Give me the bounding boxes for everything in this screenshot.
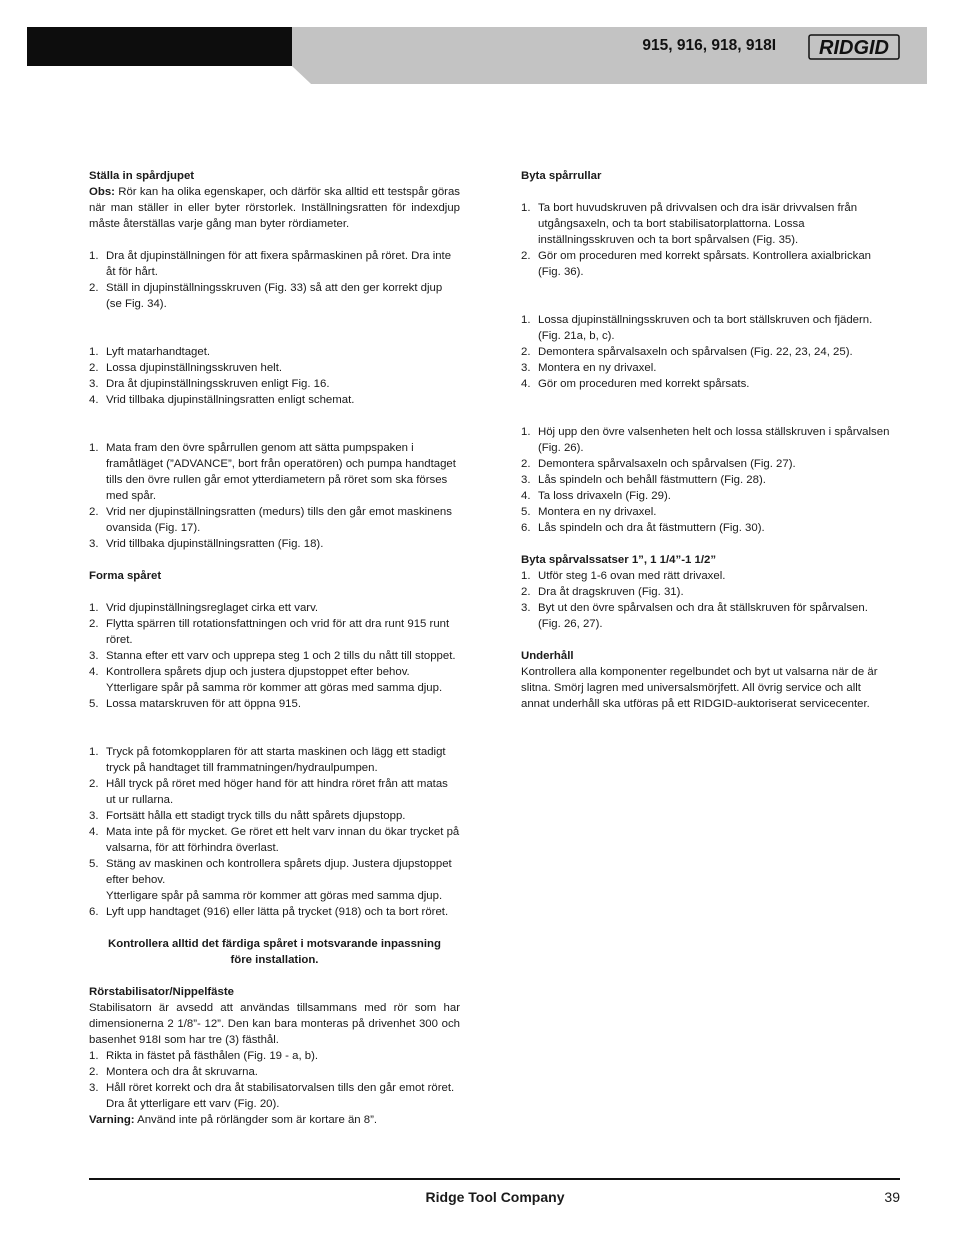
list-item xyxy=(89,1080,460,1112)
list-item xyxy=(89,856,460,904)
list-item xyxy=(89,664,460,696)
stabilizer-paragraph: Stabilisatorn är avsedd att användas tillsammans med rör som har dimensionerna 2 1/8”- 12”. Den kan bara monteras på drivenhet 300 och basenhet 918I som har tre (3) fästhål. xyxy=(89,1002,460,1046)
list-item-number: 1. xyxy=(89,346,99,358)
list-item xyxy=(89,344,460,360)
list-item-text: Utför steg 1-6 ovan med rätt drivaxel. xyxy=(538,570,726,582)
list-stabilizer xyxy=(89,1048,460,1112)
list-item-number: 6. xyxy=(521,522,531,534)
list-item xyxy=(89,536,460,552)
list-item xyxy=(521,424,892,456)
list-item-number: 3. xyxy=(89,1082,99,1094)
list-change-rollers xyxy=(521,200,892,280)
list-item-number: 1. xyxy=(89,250,99,262)
list-item-number: 1. xyxy=(89,746,99,758)
obs-paragraph xyxy=(89,184,460,232)
list-change-roll-sets xyxy=(521,568,892,632)
list-item-number: 2. xyxy=(521,586,531,598)
list-item-number: 5. xyxy=(521,506,531,518)
list-item-text: Lossa djupinställningsskruven och ta bort ställskruven och fjädern. (Fig. 21a, b, c). xyxy=(538,314,873,342)
list-item-text: Tryck på fotomkopplaren för att starta maskinen och lägg ett stadigt tryck på handtaget till frammatningen/hydraulpumpen. xyxy=(106,746,446,774)
list-item-text: Dra åt djupinställningsskruven enligt Fig. 16. xyxy=(106,378,330,390)
list-item-number: 5. xyxy=(89,698,99,710)
header-black-bar xyxy=(27,27,292,66)
list-item-text: Demontera spårvalsaxeln och spårvalsen (Fig. 27). xyxy=(538,458,796,470)
list-item-text: Vrid tillbaka djupinställningsratten enligt schemat. xyxy=(106,394,355,406)
list-item xyxy=(89,776,460,808)
warning-text: Använd inte på rörlängder som är kortare än 8”. xyxy=(134,1114,378,1126)
list-item-number: 3. xyxy=(89,810,99,822)
svg-text:RIDGID: RIDGID xyxy=(819,37,889,59)
list-item-text: Lås spindeln och behåll fästmuttern (Fig. 28). xyxy=(538,474,766,486)
list-item xyxy=(89,696,460,712)
obs-label: Obs: xyxy=(89,186,115,198)
list-item-number: 3. xyxy=(521,602,531,614)
list-item-number: 4. xyxy=(89,826,99,838)
list-item-text: Vrid ner djupinställningsratten (medurs) tills den går emot maskinens ovansida (Fig. 17). xyxy=(106,506,452,534)
list-item-text: Stanna efter ett varv och upprepa steg 1 och 2 tills du nått till stoppet. xyxy=(106,650,456,662)
list-item-number: 1. xyxy=(521,570,531,582)
list-item-number: 2. xyxy=(89,362,99,374)
list-item-number: 4. xyxy=(521,378,531,390)
obs-text: Rör kan ha olika egenskaper, och därför ska alltid ett testspår göras när man ställer in eller byter rörstorlek. Inställningsratten för indexdjup måste återställas varje gång man byter rördiameter. xyxy=(89,186,460,230)
list-item-text: Byt ut den övre spårvalsen och dra åt ställskruven för spårvalsen. (Fig. 26, 27). xyxy=(538,602,868,630)
list-item-number: 2. xyxy=(521,346,531,358)
ridgid-logo xyxy=(808,34,900,60)
list-item xyxy=(89,360,460,376)
list-item-number: 4. xyxy=(89,666,99,678)
list-item-text: Montera och dra åt skruvarna. xyxy=(106,1066,258,1078)
list-item-number: 1. xyxy=(521,314,531,326)
footer-rule xyxy=(89,1178,900,1180)
list-item-text: Ta bort huvudskruven på drivvalsen och dra isär drivvalsen från utgångsaxeln, och ta bort stabilisatorplattorna. Lossa inställningsskruven och ta bort spårvalsen (Fig. 35). xyxy=(538,202,858,246)
list-item xyxy=(89,1048,460,1064)
list-item xyxy=(89,648,460,664)
section-title-form-groove: Forma spåret xyxy=(89,570,162,582)
list-item-text: Lyft upp handtaget (916) eller lätta på trycket (918) och ta bort röret. xyxy=(106,906,449,918)
warning-paragraph xyxy=(89,1112,460,1128)
section-title-maintenance: Underhåll xyxy=(521,650,574,662)
list-item xyxy=(89,744,460,776)
list-item-number: 1. xyxy=(89,442,99,454)
list-item-number: 1. xyxy=(521,426,531,438)
list-item xyxy=(521,472,892,488)
list-item-text: Håll tryck på röret med höger hand för att hindra röret från att matas ut ur rullarna. xyxy=(106,778,448,806)
list-item-text: Vrid tillbaka djupinställningsratten (Fig. 18). xyxy=(106,538,324,550)
list-operate-machine xyxy=(89,744,460,920)
list-item xyxy=(89,248,460,280)
list-form-groove xyxy=(89,600,460,712)
list-reset-depth xyxy=(89,344,460,408)
list-item-text: Ta loss drivaxeln (Fig. 29). xyxy=(538,490,671,502)
list-item-text: Montera en ny drivaxel. xyxy=(538,362,657,374)
list-item xyxy=(89,824,460,856)
list-item-text: Höj upp den övre valsenheten helt och lossa ställskruven i spårvalsen (Fig. 26). xyxy=(538,426,890,454)
list-item xyxy=(521,584,892,600)
list-item-text: Fortsätt hålla ett stadigt tryck tills du nått spårets djupstopp. xyxy=(106,810,406,822)
list-item-text: Mata fram den övre spårrullen genom att sätta pumpspaken i framåtläget (”ADVANCE”, bort från operatören) och pumpa handtaget tills den övre rullen går emot ytterdiametern på röret som ska förses med spår. xyxy=(106,442,456,502)
list-item xyxy=(89,392,460,408)
list-item xyxy=(521,312,892,344)
list-item-text: Gör om proceduren med korrekt spårsats. Kontrollera axialbrickan (Fig. 36). xyxy=(538,250,872,278)
section-title-set-groove-depth: Ställa in spårdjupet xyxy=(89,170,195,182)
list-item-number: 1. xyxy=(89,602,99,614)
list-item xyxy=(521,504,892,520)
list-item-number: 3. xyxy=(89,650,99,662)
list-item-number: 2. xyxy=(521,250,531,262)
list-item xyxy=(89,600,460,616)
header-model-numbers: 915, 916, 918, 918I xyxy=(642,37,776,54)
list-item xyxy=(521,376,892,392)
right-column xyxy=(521,168,892,712)
list-item-text: Kontrollera spårets djup och justera djupstoppet efter behov. Ytterligare spår på samma rör kommer att göras med samma djup. xyxy=(106,666,443,694)
left-column xyxy=(89,168,460,1128)
list-item-number: 6. xyxy=(89,906,99,918)
list-drive-shaft-b xyxy=(521,424,892,536)
check-groove-note: Kontrollera alltid det färdiga spåret i motsvarande inpassning före installation. xyxy=(108,938,441,966)
list-item-number: 4. xyxy=(521,490,531,502)
footer-company: Ridge Tool Company xyxy=(425,1189,565,1205)
list-item xyxy=(521,600,892,632)
list-item-text: Gör om proceduren med korrekt spårsats. xyxy=(538,378,750,390)
list-item xyxy=(89,904,460,920)
list-item-text: Dra åt dragskruven (Fig. 31). xyxy=(538,586,684,598)
list-item xyxy=(521,520,892,536)
list-item-text: Vrid djupinställningsreglaget cirka ett varv. xyxy=(106,602,319,614)
list-item-text: Dra åt djupinställningen för att fixera spårmaskinen på röret. Dra inte åt för hårt. xyxy=(106,250,452,278)
list-item-text: Lossa matarskruven för att öppna 915. xyxy=(106,698,302,710)
list-item-number: 1. xyxy=(521,202,531,214)
list-item xyxy=(89,376,460,392)
list-item xyxy=(521,360,892,376)
list-depth-adjust xyxy=(89,248,460,312)
list-item-number: 2. xyxy=(89,618,99,630)
list-item-text: Flytta spärren till rotationsfattningen och vrid för att dra runt 915 runt röret. xyxy=(106,618,450,646)
list-item-number: 4. xyxy=(89,394,99,406)
list-item xyxy=(521,344,892,360)
list-item xyxy=(89,616,460,648)
list-item-text: Demontera spårvalsaxeln och spårvalsen (Fig. 22, 23, 24, 25). xyxy=(538,346,853,358)
list-item xyxy=(521,456,892,472)
list-item xyxy=(89,280,460,312)
list-item xyxy=(521,248,892,280)
list-item-number: 1. xyxy=(89,1050,99,1062)
list-item-number: 3. xyxy=(89,538,99,550)
list-feed-roller xyxy=(89,440,460,552)
list-item-number: 2. xyxy=(89,778,99,790)
list-item-number: 2. xyxy=(521,458,531,470)
list-item xyxy=(89,504,460,536)
list-item-number: 3. xyxy=(89,378,99,390)
list-item xyxy=(521,200,892,248)
section-title-pipe-stabilizer: Rörstabilisator/Nippelfäste xyxy=(89,986,234,998)
list-item-number: 2. xyxy=(89,282,99,294)
list-item-text: Lås spindeln och dra åt fästmuttern (Fig. 30). xyxy=(538,522,765,534)
section-title-change-roll-sets: Byta spårvalssatser 1”, 1 1/4”-1 1/2” xyxy=(521,554,717,566)
list-drive-shaft-a xyxy=(521,312,892,392)
list-item-text: Håll röret korrekt och dra åt stabilisatorvalsen tills den går emot röret. Dra åt ytterligare ett varv (Fig. 20). xyxy=(106,1082,455,1110)
list-item-number: 3. xyxy=(521,474,531,486)
warning-label: Varning: xyxy=(89,1114,135,1126)
list-item-number: 5. xyxy=(89,858,99,870)
page-number: 39 xyxy=(884,1189,900,1205)
list-item-number: 3. xyxy=(521,362,531,374)
header-gray-strip xyxy=(292,66,927,84)
maintenance-paragraph: Kontrollera alla komponenter regelbundet och byt ut valsarna när de är slitna. Smörj lagren med universalsmörjfett. All övrig service och allt annat underhåll ska utföras på ett RIDGID-auktoriserat servicecenter. xyxy=(521,666,878,710)
list-item xyxy=(89,440,460,504)
list-item xyxy=(89,1064,460,1080)
list-item xyxy=(521,488,892,504)
list-item-text: Montera en ny drivaxel. xyxy=(538,506,657,518)
list-item-number: 2. xyxy=(89,1066,99,1078)
list-item-text: Lossa djupinställningsskruven helt. xyxy=(106,362,283,374)
list-item-text: Stäng av maskinen och kontrollera spårets djup. Justera djupstoppet efter behov. Ytterligare spår på samma rör kommer att göras med samma djup. xyxy=(106,858,452,902)
list-item-text: Rikta in fästet på fästhålen (Fig. 19 - a, b). xyxy=(106,1050,319,1062)
section-title-change-rollers: Byta spårrullar xyxy=(521,170,602,182)
list-item xyxy=(521,568,892,584)
list-item-text: Mata inte på för mycket. Ge röret ett helt varv innan du ökar trycket på valsarna, för att förhindra överlast. xyxy=(106,826,460,854)
list-item-text: Ställ in djupinställningsskruven (Fig. 33) så att den ger korrekt djup (se Fig. 34). xyxy=(106,282,443,310)
list-item-number: 2. xyxy=(89,506,99,518)
list-item-text: Lyft matarhandtaget. xyxy=(106,346,211,358)
list-item xyxy=(89,808,460,824)
